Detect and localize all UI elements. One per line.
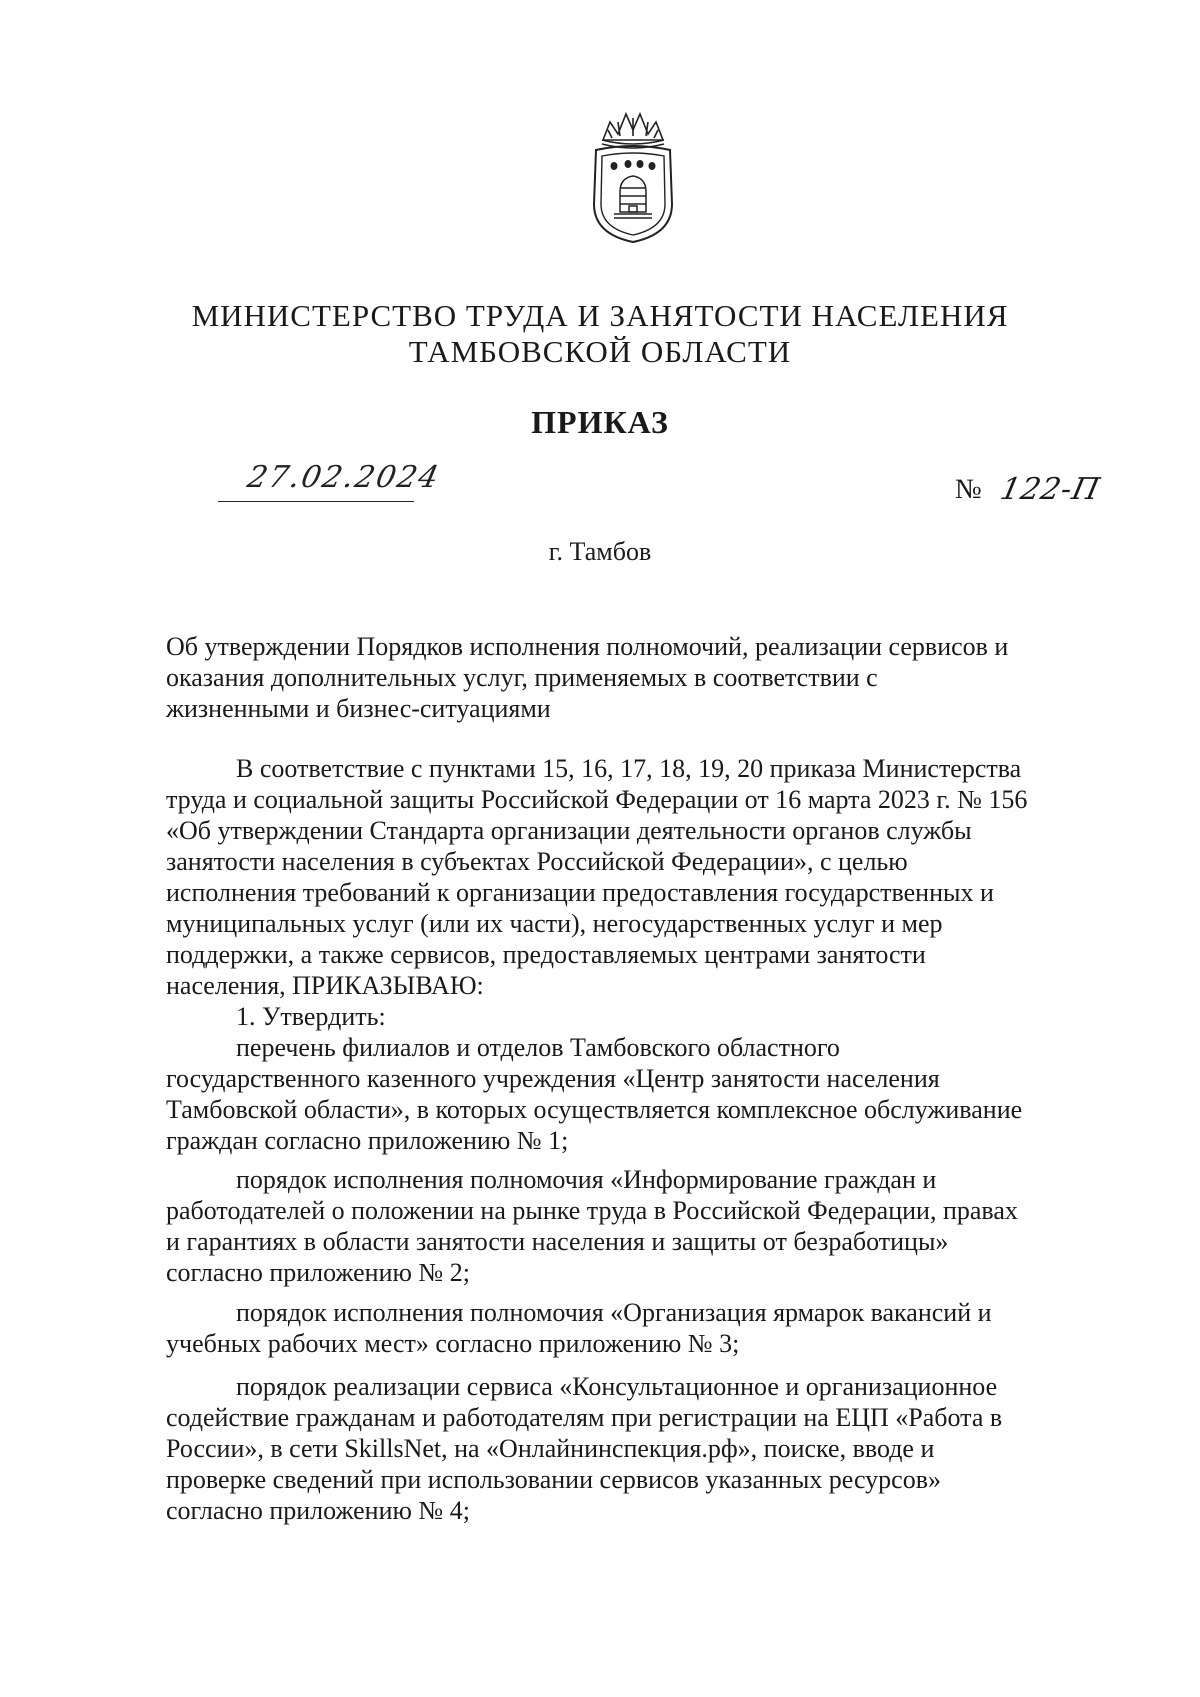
city-name: г. Тамбов (548, 537, 652, 566)
list-item-line: перечень филиалов и отделов Тамбовского областного (236, 1033, 840, 1062)
ministry-name-line2: ТАМБОВСКОЙ ОБЛАСТИ (408, 334, 792, 369)
list-item-line: порядок реализации сервиса «Консультационное и организационное (236, 1372, 998, 1401)
ministry-name-line1: МИНИСТЕРСТВО ТРУДА И ЗАНЯТОСТИ НАСЕЛЕНИЯ (191, 298, 1009, 333)
coat-of-arms-emblem (588, 108, 678, 246)
preamble-line: труда и социальной защиты Российской Федерации от 16 марта 2023 г. № 156 (166, 785, 1028, 814)
list-item-line: и гарантиях в области занятости населения и защиты от безработицы» (166, 1227, 949, 1256)
preamble-line: «Об утверждении Стандарта организации деятельности органов службы (166, 816, 972, 845)
list-item-line: России», в сети SkillsNet, на «Онлайнинспекция.рф», поиске, вводе и (166, 1434, 935, 1463)
list-item-line: государственного казенного учреждения «Центр занятости населения (166, 1064, 940, 1093)
preamble-line: муниципальных услуг (или их части), негосударственных услуг и мер (166, 909, 943, 938)
preamble-line: занятости населения в субъектах Российской Федерации», с целью (166, 847, 908, 876)
number-sign: № (955, 473, 982, 505)
list-item-line: Тамбовской области», в которых осуществляется комплексное обслуживание (166, 1095, 1023, 1124)
list-item-line: порядок исполнения полномочия «Информирование граждан и (236, 1165, 937, 1194)
handwritten-order-number: 122-П (996, 472, 1104, 508)
list-item-line: работодателей о положении на рынке труда в Российской Федерации, правах (166, 1196, 1018, 1225)
preamble-line: В соответствие с пунктами 15, 16, 17, 18, 19, 20 приказа Министерства (236, 754, 1022, 783)
list-item-line: проверке сведений при использовании сервисов указанных ресурсов» (166, 1465, 941, 1494)
list-item-line: граждан согласно приложению № 1; (166, 1126, 569, 1155)
preamble-line: населения, ПРИКАЗЫВАЮ: (166, 971, 484, 1000)
list-item-line: согласно приложению № 4; (166, 1496, 470, 1525)
document-type-title: ПРИКАЗ (531, 404, 669, 440)
date-underline (218, 501, 414, 502)
order-number-field (955, 472, 1104, 508)
handwritten-date: 27.02.2024 (244, 460, 444, 495)
subject-line: жизненными и бизнес-ситуациями (166, 694, 551, 723)
list-item-line: порядок исполнения полномочия «Организация ярмарок вакансий и (236, 1298, 992, 1327)
list-item-line: учебных рабочих мест» согласно приложению № 3; (166, 1329, 740, 1358)
subject-line: оказания дополнительных услуг, применяемых в соответствии с (166, 663, 878, 692)
list-item-line: согласно приложению № 2; (166, 1258, 470, 1287)
preamble-line: поддержки, а также сервисов, предоставляемых центрами занятости (166, 940, 926, 969)
date-field (218, 460, 444, 502)
item-1-heading: 1. Утвердить: (236, 1002, 386, 1031)
subject-line: Об утверждении Порядков исполнения полномочий, реализации сервисов и (166, 632, 1009, 661)
preamble-line: исполнения требований к организации предоставления государственных и (166, 878, 994, 907)
list-item-line: содействие гражданам и работодателям при регистрации на ЕЦП «Работа в (166, 1403, 1003, 1432)
